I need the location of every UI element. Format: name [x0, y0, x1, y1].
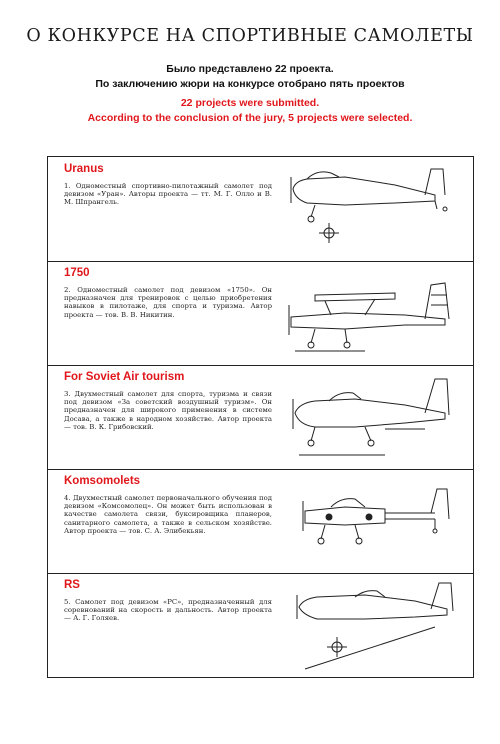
project-name: For Soviet Air tourism	[64, 371, 185, 383]
submitted-count-text: Было представлено 22 проекта.	[166, 63, 334, 75]
twin-boom-plane-icon	[285, 473, 465, 569]
selected-count-translation: According to the conclusion of the jury, 5 projects were selected.	[87, 112, 413, 124]
project-description: 2. Одноместный самолет под девизом «1750». Он предназначен для тренировок с целью приобретения навыков в пилотаже, для спорта и туризма. Автор проекта — тов. В. В. Никитин.	[64, 286, 272, 319]
submitted-count-translation: 22 projects were submitted.	[180, 97, 320, 109]
project-description: 4. Двухместный самолет первоначального обучения под девизом «Комсомолец». Он может быть использован в качестве самолета связи, буксировщика планеров, санитарного самолета, а также в сельском хозяйстве. Автор проекта — тов. С. А. Элибекьян.	[64, 494, 272, 535]
project-entry-uranus	[48, 157, 473, 262]
project-entry-komsomolets	[48, 469, 473, 574]
page-title: О КОНКУРСЕ НА СПОРТИВНЫЕ САМОЛЕТЫ	[26, 26, 474, 46]
project-description: 1. Одноместный спортивно-пилотажный самолет под девизом «Уран». Авторы проекта — тт. М. Г. Олло и В. М. Шпрангель.	[64, 182, 272, 207]
project-name: RS	[64, 579, 80, 591]
project-name: Komsomolets	[64, 475, 141, 487]
racing-plane-icon	[285, 577, 465, 673]
project-name: Uranus	[64, 163, 104, 175]
project-name: 1750	[64, 267, 90, 279]
project-description: 5. Самолет под девизом «РС», предназначенный для соревнований на скорость и дальность. Автор проекта — А. Г. Голяев.	[64, 598, 272, 623]
high-wing-monoplane-icon	[285, 265, 465, 361]
tricycle-monoplane-icon	[285, 369, 465, 465]
project-entry-1750	[48, 261, 473, 366]
projects-frame	[47, 156, 474, 678]
project-entry-soviet-air-tourism	[48, 365, 473, 470]
project-description: 3. Двухместный самолет для спорта, туризма и связи под девизом «За советский воздушный туризм». Он предназначен для широкого применения в системе Досава, а также в народном хозяйстве. Автор проекта — тов. В. К. Грибовский.	[64, 390, 272, 431]
low-wing-monoplane-icon	[285, 161, 465, 257]
selected-count-text: По заключению жюри на конкурсе отобрано пять проектов	[95, 78, 405, 90]
project-entry-rs	[48, 573, 473, 677]
